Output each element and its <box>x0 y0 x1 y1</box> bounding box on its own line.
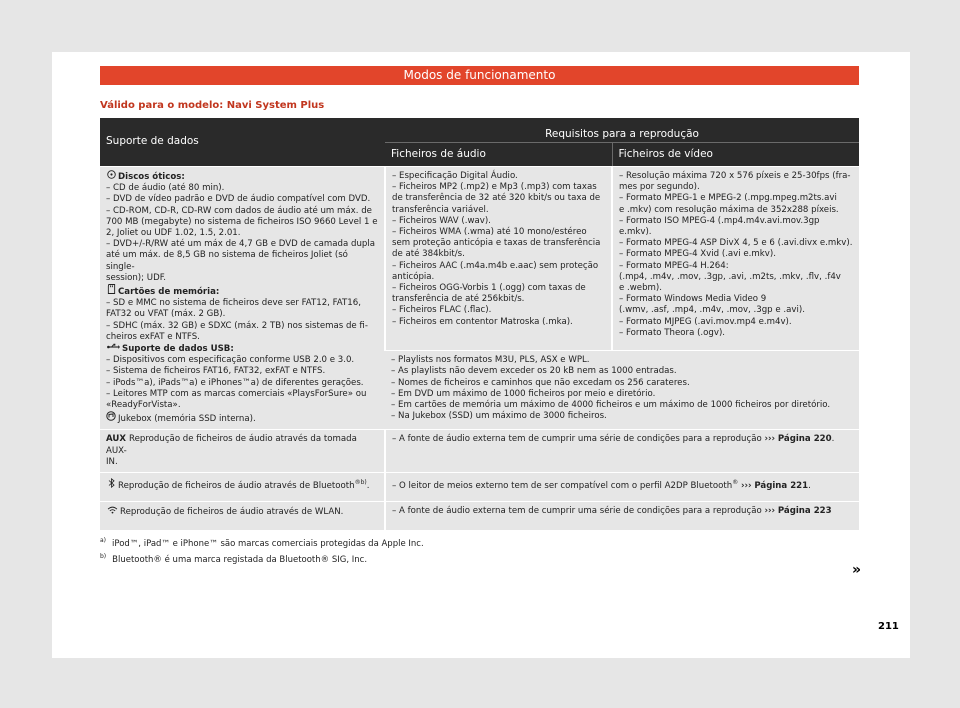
section-title: Modos de funcionamento <box>100 66 859 85</box>
header-video: Ficheiros de vídeo <box>612 143 859 167</box>
footnote-b <box>100 553 367 565</box>
playlist-line: – Playlists nos formatos M3U, PLS, ASX e WPL. <box>391 355 590 366</box>
video-line: – Resolução máxima 720 x 576 píxeis e 25-30fps (fra- <box>619 171 851 181</box>
audio-cell <box>385 167 612 351</box>
aux-text: – A fonte de áudio externa tem de cumprir uma série de condições para a reprodução <box>392 434 762 445</box>
video-cell <box>612 167 859 351</box>
support-line: – SD e MMC no sistema de ficheiros deve ser FAT12, FAT16, <box>106 298 361 309</box>
audio-line: de até 384kbit/s. <box>392 249 465 260</box>
video-line: – Formato MPEG-4 H.264: <box>619 260 729 271</box>
header-audio: Ficheiros de áudio <box>385 143 612 167</box>
jukebox-icon <box>106 411 116 425</box>
audio-line: – Ficheiros MP2 (.mp2) e Mp3 (.mp3) com taxas <box>392 182 597 193</box>
footnote-a <box>100 537 424 549</box>
usb-icon <box>106 343 120 355</box>
support-line: session); UDF. <box>106 272 166 283</box>
footnote-b-mark: b) <box>100 553 107 560</box>
bt-label: Reprodução de ficheiros de áudio através de Bluetooth <box>118 480 355 491</box>
aux-label: IN. <box>106 456 118 467</box>
support-line: 700 MB (megabyte) no sistema de ficheiros ISO 9660 Level 1 e <box>106 216 378 227</box>
support-line: 2, Joliet ou UDF 1.02, 1.5, 2.01. <box>106 228 241 239</box>
footnote-a-mark: a) <box>100 537 107 544</box>
support-line: Discos óticos: <box>118 172 185 182</box>
audio-line: – Ficheiros OGG-Vorbis 1 (.ogg) com taxas de <box>392 283 586 294</box>
bt-text: – O leitor de meios externo tem de ser compatível com o perfil A2DP Bluetooth <box>392 480 733 491</box>
audio-line: – Ficheiros WMA (.wma) até 10 mono/estéreo <box>392 227 587 238</box>
support-line: – Dispositivos com especificação conforme USB 2.0 e 3.0. <box>106 355 355 366</box>
playlist-cell <box>385 351 859 430</box>
bt-link-arrows: ››› <box>740 480 752 491</box>
header-support: Suporte de dados <box>100 118 385 167</box>
wlan-label-cell <box>100 502 385 531</box>
sd-card-icon <box>106 284 116 298</box>
continue-mark: » <box>852 562 862 578</box>
support-line: Suporte de dados USB: <box>122 344 234 355</box>
bt-label-sup: ®b) <box>354 479 367 487</box>
video-line: – Formato MPEG-1 e MPEG-2 (.mpg.mpeg.m2ts.avi <box>619 193 837 204</box>
audio-line: – Especificação Digital Áudio. <box>392 171 518 181</box>
video-line: – Formato ISO MPEG-4 (.mp4.m4v.avi.mov.3gp e.mkv). <box>619 215 820 238</box>
audio-line: – Ficheiros FLAC (.flac). <box>392 305 492 316</box>
wlan-text-cell <box>385 502 859 531</box>
video-line: – Formato MPEG-4 Xvid (.avi e.mkv). <box>619 249 776 260</box>
support-line: – CD de áudio (até 80 min). <box>106 183 225 194</box>
support-line: – iPods™a), iPads™a) e iPhones™a) de diferentes gerações. <box>106 377 364 388</box>
playlist-line: – Nomes de ficheiros e caminhos que não excedam os 256 carateres. <box>391 377 690 388</box>
aux-link-arrows: ››› <box>764 434 776 445</box>
support-line: – Sistema de ficheiros FAT16, FAT32, exFAT e NTFS. <box>106 366 326 377</box>
audio-line: transferência de até 256kbit/s. <box>392 294 525 305</box>
audio-line: transferência variável. <box>392 204 489 215</box>
bt-end: . <box>808 480 811 491</box>
aux-label-cell <box>100 430 385 473</box>
support-line: FAT32 ou VFAT (máx. 2 GB). <box>106 309 226 320</box>
video-line: – Formato MJPEG (.avi.mov.mp4 e.m4v). <box>619 316 792 327</box>
video-line: (.mp4, .m4v, .mov, .3gp, .avi, .m2ts, .mkv, .flv, .f4v <box>619 271 841 282</box>
playlist-line: – Em cartões de memória um máximo de 4000 ficheiros e um máximo de 1000 ficheiros por diretório. <box>391 399 831 410</box>
video-line: – Formato Windows Media Video 9 <box>619 294 767 305</box>
audio-line: – Ficheiros WAV (.wav). <box>392 215 491 226</box>
support-line: – DVD+/-R/RW até um máx de 4,7 GB e DVD de camada dupla <box>106 239 376 250</box>
footnote-b-text: Bluetooth® é uma marca registada da Bluetooth® SIG, Inc. <box>112 554 368 565</box>
support-line: cheiros exFAT e NTFS. <box>106 331 200 342</box>
wifi-icon <box>106 506 118 518</box>
playlist-line: – As playlists não devem exceder os 20 kB nem as 1000 entradas. <box>391 366 677 377</box>
bt-label-end: . <box>366 480 370 491</box>
disc-icon <box>106 170 116 183</box>
video-line: (.wmv, .asf, .mp4, .m4v, .mov, .3gp e .avi). <box>619 305 805 316</box>
support-line: Jukebox (memória SSD interna). <box>118 414 256 425</box>
support-line: «ReadyForVista». <box>106 400 181 411</box>
wlan-page-link[interactable]: Página 223 <box>777 506 832 517</box>
playlist-line: – Em DVD um máximo de 1000 ficheiros por meio e diretório. <box>391 388 656 399</box>
wlan-label: Reprodução de ficheiros de áudio através de WLAN. <box>120 507 344 518</box>
audio-line: – Ficheiros em contentor Matroska (.mka). <box>392 316 573 327</box>
bt-text-sup: ® <box>732 479 739 487</box>
aux-text-cell <box>385 430 859 473</box>
video-line: e .webm). <box>619 283 662 294</box>
video-line: mes por segundo). <box>619 182 700 193</box>
support-line: – DVD de vídeo padrão e DVD de áudio compatível com DVD. <box>106 194 371 205</box>
aux-end: . <box>831 434 835 445</box>
support-line: – Leitores MTP com as marcas comerciais «PlaysForSure» ou <box>106 388 367 399</box>
bluetooth-icon <box>106 478 116 492</box>
audio-line: sem proteção anticópia e taxas de transferência <box>392 238 601 249</box>
aux-label: Reprodução de ficheiros de áudio através da tomada AUX- <box>106 434 357 456</box>
support-line: – CD-ROM, CD-R, CD-RW com dados de áudio até um máx. de <box>106 205 372 216</box>
audio-line: de transferência de 32 até 320 kbit/s ou taxa de <box>392 193 601 204</box>
bt-page-link[interactable]: Página 221 <box>754 480 809 491</box>
support-line: – SDHC (máx. 32 GB) e SDXC (máx. 2 TB) nos sistemas de fi- <box>106 320 368 331</box>
aux-page-link[interactable]: Página 220 <box>777 434 832 445</box>
video-line: – Formato Theora (.ogv). <box>619 327 726 338</box>
video-line: – Formato MPEG-4 ASP DivX 4, 5 e 6 (.avi.divx e.mkv). <box>619 238 853 249</box>
aux-icon: AUX <box>106 434 126 445</box>
wlan-text: – A fonte de áudio externa tem de cumprir uma série de condições para a reprodução <box>392 506 762 517</box>
footnote-a-text: iPod™, iPad™ e iPhone™ são marcas comerciais protegidas da Apple Inc. <box>112 538 424 549</box>
model-subtitle: Válido para o modelo: Navi System Plus <box>100 100 325 111</box>
audio-line: – Ficheiros AAC (.m4a.m4b e.aac) sem proteção <box>392 260 599 271</box>
support-cell <box>100 167 385 430</box>
media-support-table <box>100 118 859 530</box>
wlan-link-arrows: ››› <box>764 506 776 517</box>
playlist-line: – Na Jukebox (SSD) um máximo de 3000 ficheiros. <box>391 411 607 422</box>
page-number: 211 <box>878 621 899 632</box>
header-requirements: Requisitos para a reprodução <box>385 118 859 143</box>
support-line: até um máx. de 8,5 GB no sistema de ficheiros Joliet (só single- <box>106 250 348 272</box>
bt-label-cell <box>100 473 385 502</box>
video-line: e .mkv) com resolução máxima de 352x288 píxeis. <box>619 204 839 215</box>
audio-line: anticópia. <box>392 271 435 282</box>
support-line: Cartões de memória: <box>118 287 220 298</box>
bt-text-cell <box>385 473 859 502</box>
